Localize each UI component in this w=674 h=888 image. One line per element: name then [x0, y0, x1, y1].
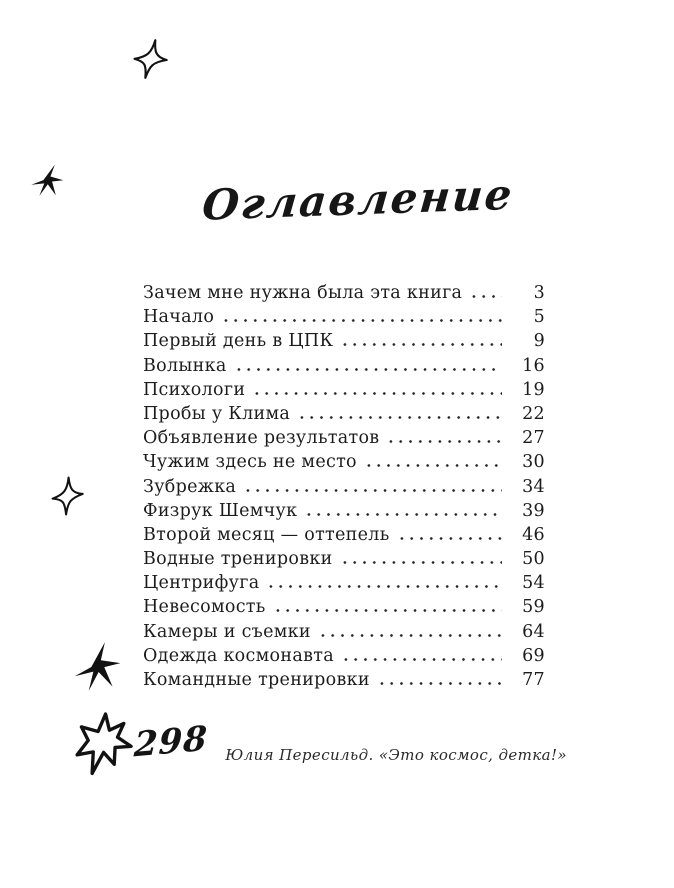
burst-star-icon: [72, 708, 135, 779]
toc-entry-title: Волынка: [143, 355, 227, 376]
dot-leader: [340, 343, 502, 346]
dot-leader: [297, 416, 502, 419]
toc-entry-page: 64: [522, 621, 545, 642]
dot-leader: [252, 392, 502, 395]
toc-row: [143, 622, 545, 646]
toc-entry-title: Второй месяц — оттепель: [143, 524, 390, 545]
dot-leader: [266, 585, 502, 588]
dot-leader: [397, 537, 502, 540]
toc-entry-page: 46: [522, 524, 545, 545]
toc-entry-title: Зачем мне нужна была эта книга: [143, 283, 463, 303]
toc-row: [143, 380, 545, 404]
page-title: Оглавление: [200, 169, 516, 230]
toc-entry-page: 22: [522, 403, 545, 424]
toc-entry-page: 30: [522, 452, 545, 473]
toc-entry-title: Первый день в ЦПК: [143, 331, 334, 352]
toc-entry-title: Пробы у Клима: [143, 403, 291, 424]
toc-entry-page: 34: [522, 476, 545, 497]
toc-entry-page: 54: [522, 573, 545, 594]
toc-row: [143, 428, 545, 452]
toc-row: [143, 307, 545, 331]
running-title: Юлия Пересильд. «Это космос, детка!»: [225, 746, 567, 764]
toc-entry-title: Физрук Шемчук: [143, 500, 298, 521]
toc-entry-page: 9: [533, 331, 545, 352]
dot-leader: [273, 609, 502, 612]
toc-entry-page: 69: [522, 645, 545, 666]
toc-row: [143, 549, 545, 573]
toc-entry-page: 50: [522, 549, 545, 570]
toc-entry-page: 27: [522, 428, 545, 449]
toc-row: [143, 283, 545, 307]
toc-row: [143, 573, 545, 597]
dot-leader: [234, 368, 502, 371]
toc-entry-page: 16: [522, 355, 545, 376]
toc-entry-title: Объявление результатов: [143, 428, 380, 449]
solid-star-icon: [66, 635, 129, 703]
toc-row: [143, 597, 545, 621]
toc-row: [143, 477, 545, 501]
toc-entry-title: Одежда космонавта: [143, 645, 334, 666]
dot-leader: [304, 513, 502, 516]
toc-entry-title: Командные тренировки: [143, 670, 370, 690]
toc-entry-title: Зубрежка: [143, 476, 237, 497]
toc-entry-page: 39: [522, 500, 545, 521]
toc-entry-title: Чужим здесь не место: [143, 452, 357, 473]
toc-entry-title: Начало: [143, 307, 215, 328]
toc-row: [143, 404, 545, 428]
dot-leader: [341, 658, 502, 661]
dot-leader: [243, 489, 502, 492]
dot-leader: [221, 319, 502, 322]
toc-entry-page: 77: [522, 670, 545, 690]
toc-entry-page: 59: [522, 597, 545, 618]
toc-entry-page: 3: [533, 283, 545, 303]
toc-list: [143, 283, 545, 694]
sparkle-star-icon: [127, 33, 173, 84]
toc-entry-page: 19: [522, 379, 545, 400]
toc-row: [143, 452, 545, 476]
toc-row: [143, 646, 545, 670]
dot-leader: [340, 561, 502, 564]
dot-leader: [386, 440, 502, 443]
toc-row: [143, 356, 545, 380]
dot-leader: [318, 634, 502, 637]
toc-entry-page: 5: [533, 307, 545, 328]
sparkle-star-icon: [47, 472, 87, 520]
toc-entry-title: Водные тренировки: [143, 549, 333, 570]
folio-page-number: 298: [133, 718, 209, 766]
toc-row: [143, 670, 545, 694]
toc-row: [143, 501, 545, 525]
toc-entry-title: Камеры и съемки: [143, 621, 311, 642]
toc-row: [143, 331, 545, 355]
dot-leader: [469, 295, 502, 298]
toc-entry-title: Психологи: [143, 379, 246, 400]
toc-row: [143, 525, 545, 549]
dot-leader: [377, 682, 502, 685]
dot-leader: [364, 464, 502, 467]
toc-entry-title: Невесомость: [143, 597, 266, 618]
toc-entry-title: Центрифуга: [143, 573, 260, 594]
